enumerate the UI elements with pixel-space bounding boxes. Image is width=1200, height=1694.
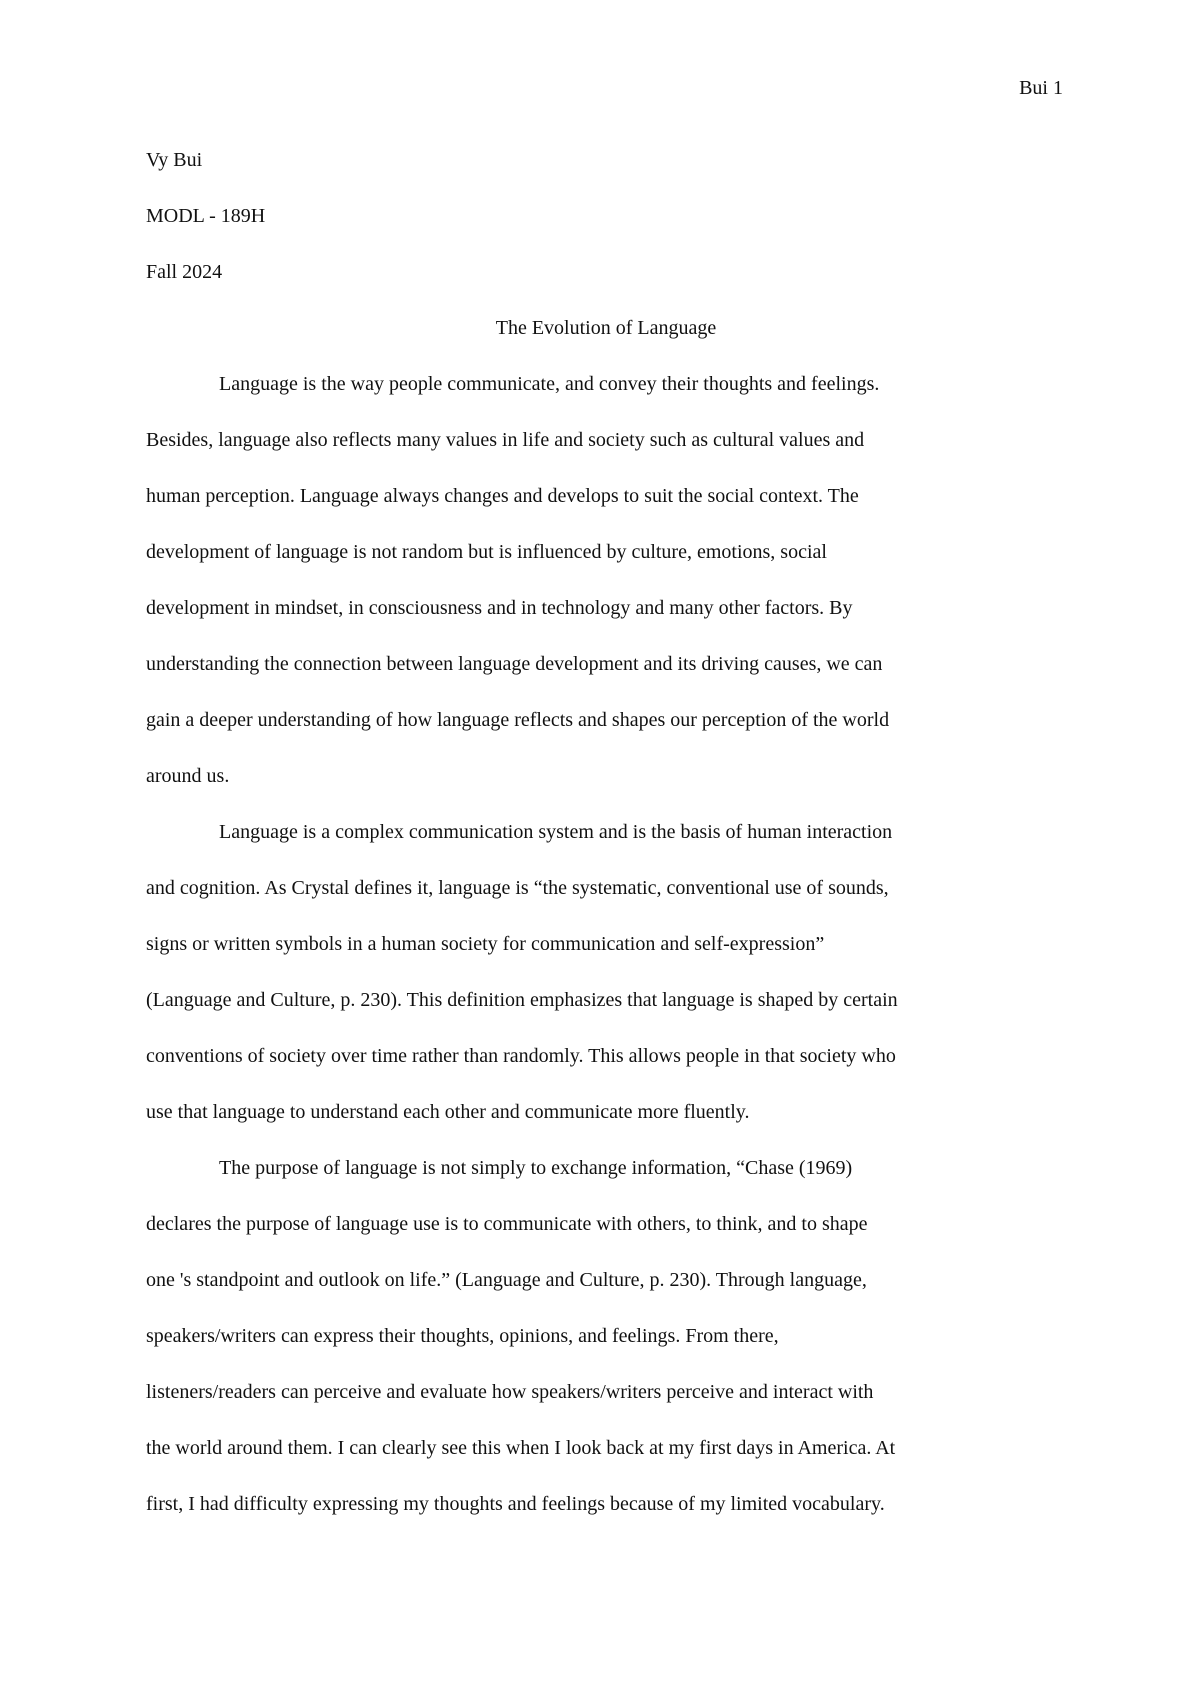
paragraph-1-line-8: around us. (146, 765, 230, 787)
paragraph-3-line-3: one 's standpoint and outlook on life.” (Language and Culture, p. 230). Through language, (146, 1269, 867, 1291)
running-head-page-number: Bui 1 (1019, 77, 1063, 99)
paragraph-1-line-7: gain a deeper understanding of how language reflects and shapes our perception of the world (146, 709, 890, 731)
paragraph-3-line-7: first, I had difficulty expressing my thoughts and feelings because of my limited vocabulary. (146, 1493, 885, 1515)
term: Fall 2024 (146, 261, 223, 283)
paragraph-3-line-5: listeners/readers can perceive and evaluate how speakers/writers perceive and interact with (146, 1381, 874, 1403)
paragraph-3-line-4: speakers/writers can express their thoughts, opinions, and feelings. From there, (146, 1325, 779, 1347)
paragraph-1-line-5: development in mindset, in consciousness and in technology and many other factors. By (146, 597, 853, 619)
paragraph-3-line-1: The purpose of language is not simply to exchange information, “Chase (1969) (219, 1157, 853, 1179)
mla-heading (146, 146, 1066, 370)
paragraph-2-line-6: use that language to understand each other and communicate more fluently. (146, 1101, 750, 1123)
paragraph-1-line-1: Language is the way people communicate, and convey their thoughts and feelings. (219, 373, 880, 395)
paragraph-1-line-6: understanding the connection between language development and its driving causes, we can (146, 653, 883, 675)
paragraph-2-line-3: signs or written symbols in a human society for communication and self-expression” (146, 933, 825, 955)
essay-title: The Evolution of Language (495, 317, 717, 339)
author-name: Vy Bui (146, 149, 203, 171)
course-name: MODL - 189H (146, 205, 266, 227)
paragraph-1-line-2: Besides, language also reflects many values in life and society such as cultural values and (146, 429, 865, 451)
paragraph-2-line-2: and cognition. As Crystal defines it, language is “the systematic, conventional use of sounds, (146, 877, 889, 899)
paragraph-3-line-2: declares the purpose of language use is to communicate with others, to think, and to shape (146, 1213, 868, 1235)
paragraph-2-line-1: Language is a complex communication system and is the basis of human interaction (219, 821, 893, 843)
paragraph-1-line-4: development of language is not random but is influenced by culture, emotions, social (146, 541, 827, 563)
paragraph-3-line-6: the world around them. I can clearly see this when I look back at my first days in America. At (146, 1437, 896, 1459)
paragraph-1-line-3: human perception. Language always changes and develops to suit the social context. The (146, 485, 859, 507)
paragraph-2-line-4: (Language and Culture, p. 230). This definition emphasizes that language is shaped by certain (146, 989, 898, 1011)
paragraph-2-line-5: conventions of society over time rather than randomly. This allows people in that society who (146, 1045, 896, 1067)
